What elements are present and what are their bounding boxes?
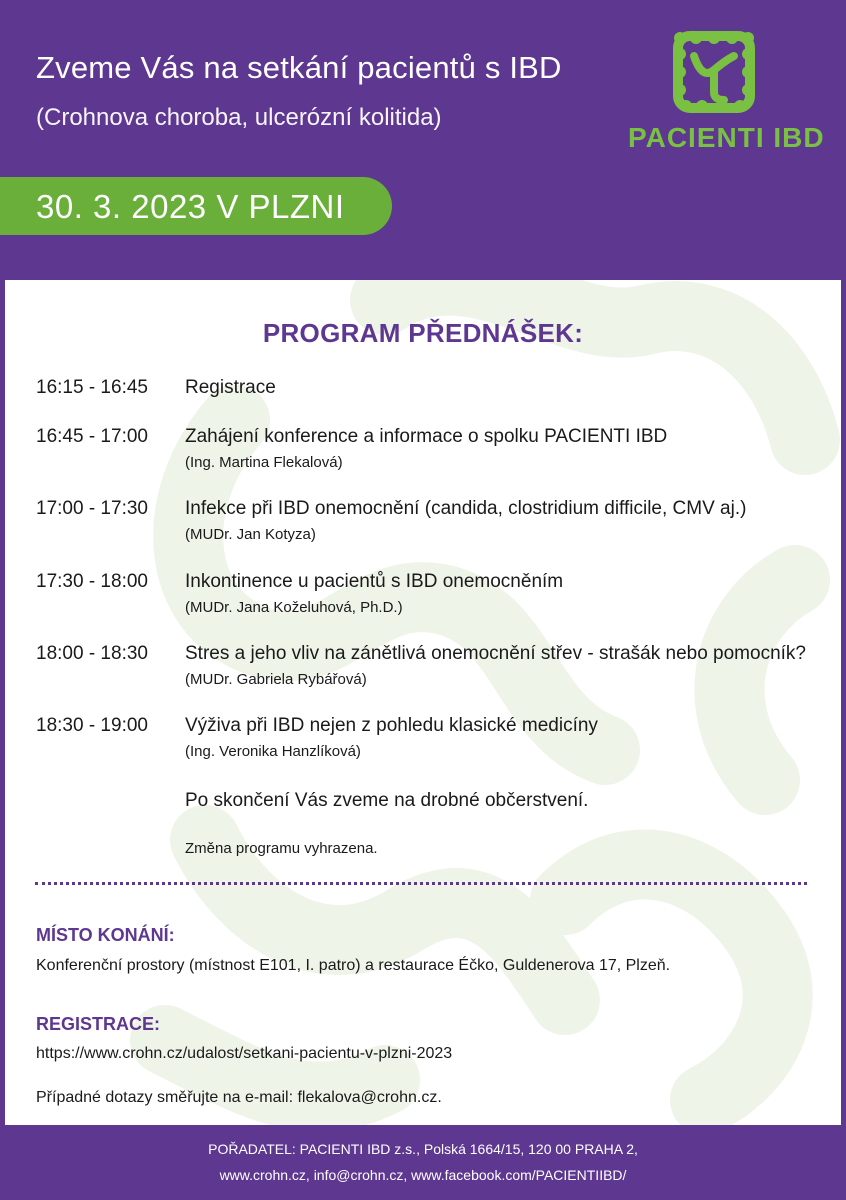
- program-time: 16:15 - 16:45: [36, 377, 148, 398]
- program-speaker: (MUDr. Jana Koželuhová, Ph.D.): [185, 599, 403, 616]
- program-speaker: (Ing. Veronika Hanzlíková): [185, 743, 361, 760]
- change-note: Změna programu vyhrazena.: [185, 840, 378, 857]
- program-time: 18:00 - 18:30: [36, 643, 148, 664]
- program-speaker: (MUDr. Jan Kotyza): [185, 526, 316, 543]
- event-date: 30. 3. 2023 V PLZNI: [36, 188, 345, 225]
- program-time: 18:30 - 19:00: [36, 715, 148, 736]
- logo-text: PACIENTI IBD: [628, 122, 825, 153]
- intestine-logo-icon: [672, 30, 756, 114]
- dotted-divider: [35, 882, 807, 885]
- program-talk: Stres a jeho vliv na zánětlivá onemocnění střev - strašák nebo pomocník?: [185, 643, 806, 664]
- program-speaker: (MUDr. Gabriela Rybářová): [185, 671, 367, 688]
- date-banner: [0, 177, 392, 235]
- program-title: PROGRAM PŘEDNÁŠEK:: [262, 318, 584, 348]
- event-subtitle: (Crohnova choroba, ulcerózní kolitida): [36, 104, 442, 131]
- program-speaker: (Ing. Martina Flekalová): [185, 454, 343, 471]
- contact-text: Případné dotazy směřujte na e-mail: flekalova@crohn.cz.: [36, 1089, 442, 1106]
- program-talk: Výživa při IBD nejen z pohledu klasické medicíny: [185, 715, 598, 736]
- closing-note: Po skončení Vás zveme na drobné občerstvení.: [185, 790, 589, 811]
- program-time: 16:45 - 17:00: [36, 426, 148, 447]
- program-talk: Registrace: [185, 377, 276, 398]
- footer: [0, 1125, 846, 1200]
- header: [0, 0, 846, 280]
- program-talk: Infekce při IBD onemocnění (candida, clostridium difficile, CMV aj.): [185, 498, 747, 519]
- program-time: 17:30 - 18:00: [36, 571, 148, 592]
- logo: [628, 30, 825, 160]
- registration-heading: REGISTRACE:: [36, 1014, 161, 1034]
- registration-link[interactable]: https://www.crohn.cz/udalost/setkani-pacientu-v-plzni-2023: [36, 1045, 453, 1062]
- event-title: Zveme Vás na setkání pacientů s IBD: [36, 50, 562, 85]
- program-talk: Inkontinence u pacientů s IBD onemocněním: [185, 571, 564, 592]
- venue-text: Konferenční prostory (místnost E101, I. patro) a restaurace Éčko, Guldenerova 17, Plzeň.: [36, 957, 671, 974]
- program-panel: [5, 280, 841, 1125]
- background-pattern: [5, 280, 841, 1125]
- footer-organizer: POŘADATEL: PACIENTI IBD z.s., Polská 1664/15, 120 00 PRAHA 2,: [208, 1141, 638, 1157]
- footer-contacts: www.crohn.cz, info@crohn.cz, www.facebook.com/PACIENTIIBD/: [219, 1167, 627, 1183]
- program-time: 17:00 - 17:30: [36, 498, 148, 519]
- venue-heading: MÍSTO KONÁNÍ:: [36, 925, 175, 945]
- program-talk: Zahájení konference a informace o spolku PACIENTI IBD: [185, 426, 668, 447]
